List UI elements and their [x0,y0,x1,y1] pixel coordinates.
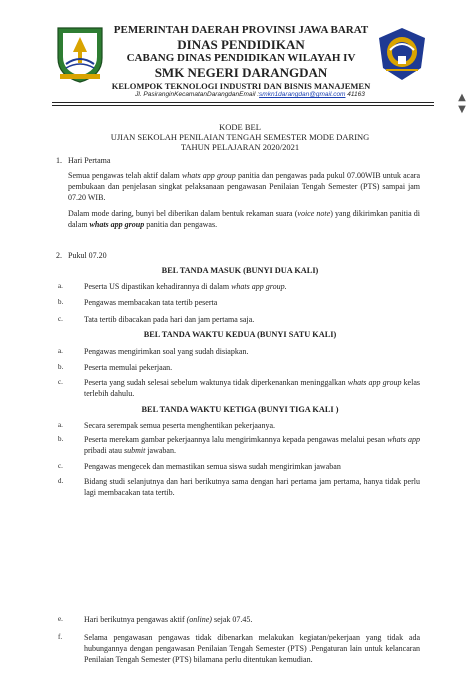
bel-1-heading: BEL TANDA MASUK (BUNYI DUA KALI) [161,266,319,275]
list-item [58,314,420,325]
list-item [58,420,420,431]
text: kelas terlebih dahulu. [84,378,420,398]
text: Peserta US dipastikan kehadirannya di dalam [84,282,232,291]
list-item [58,346,420,357]
text-italic: whats app group [347,378,402,387]
list-item [58,362,420,373]
text: panitia dan pengawas. [144,220,218,229]
text: Pengawas mengecek dan memastikan semua siswa sudah mengirimkan jawaban [84,462,341,471]
bel-3-heading: BEL TANDA WAKTU KETIGA (BUNYI TIGA KALI ) [141,405,339,414]
section-1-paragraph-2 [68,208,420,230]
list-item [58,632,420,665]
section-1-paragraph-1 [68,170,420,203]
postal-code: 41163 [345,91,365,98]
list-marker: a. [58,282,63,290]
text: Selama pengawasan pengawas tidak dibenarkan melakukan kegiatan/pekerjaan yang tidak ada hubungannya dengan pengawasan Penilaian Tengah Semester (PTS) .Pengaturan lain untuk kelancaran Penilaian Tengah Semester (PTS) bilamana perlu ditentukan kemudian. [84,633,420,664]
email-link[interactable]: smkn1darangdan@gmail.com [259,91,346,98]
chevron-down-icon[interactable]: ▼ [458,104,466,115]
letterhead-group: KELOMPOK TEKNOLOGI INDUSTRI DAN BISNIS MANAJEMEN [111,81,371,91]
text: Pengawas membacakan tata tertib peserta [84,298,218,307]
chevron-up-icon[interactable]: ▲ [458,92,466,103]
section-1-heading [56,156,110,165]
section-number: 2. [56,251,62,260]
text: jawaban. [145,446,176,455]
text-italic: whats app group [181,171,236,180]
list-marker: a. [58,347,63,355]
section-title: Hari Pertama [68,156,111,165]
list-marker: b. [58,363,64,371]
text: Peserta merekam gambar pekerjaannya lalu mengirimkannya kepada pengawas melalui pesan [84,435,388,444]
letterhead-agency: DINAS PENDIDIKAN [177,37,305,52]
doc-year: TAHUN PELAJARAN 2020/2021 [180,142,300,152]
text: Peserta yang sudah selesai sebelum waktunya tidak diperkenankan meninggalkan [84,378,348,387]
list-marker: c. [58,462,63,470]
letterhead-government: PEMERINTAH DAERAH PROVINSI JAWA BARAT [113,24,369,36]
section-number: 1. [56,156,62,165]
list-marker: b. [58,435,64,443]
text-italic: voice note [297,209,331,218]
list-item [58,461,420,472]
list-marker: f. [58,633,63,641]
list-marker: d. [58,477,64,485]
bel-2-heading: BEL TANDA WAKTU KEDUA (BUNYI SATU KALI) [143,330,337,339]
text: Peserta memulai pekerjaan. [84,363,173,372]
text: Tata tertib dibacakan pada hari dan jam pertama saja. [84,315,255,324]
section-2-heading [56,251,107,260]
list-item [58,434,420,456]
list-marker: b. [58,298,64,306]
text: Bidang studi selanjutnya dan hari berikutnya sama dengan hari pertama jam pertama, hanya tidak perlu lagi membacakan tata tertib. [84,477,420,497]
text: panitia dan pengawas pada pukul 07.00WIB untuk acara pembukaan dan penjelasan singkat pelaksanaan pengawasan Penilaian Tengah Semester (PTS) sampai jam 07.20 WIB. [68,171,420,202]
text: Hari berikutnya pengawas aktif [84,615,187,624]
tut-wuri-handayani-logo-icon [376,26,428,82]
letterhead-rule-thick [52,102,434,103]
list-item [58,281,420,292]
list-item [58,377,420,399]
page-break [0,553,474,583]
text-bold-italic: whats app group [89,220,145,229]
letterhead-school: SMK NEGERI DARANGDAN [154,65,328,80]
list-marker: e. [58,615,63,623]
doc-title: KODE BEL [219,122,261,132]
list-marker: c. [58,378,63,386]
section-title: Pukul 07.20 [68,251,107,260]
letterhead-branch: CABANG DINAS PENDIDIKAN WILAYAH IV [126,52,356,64]
letterhead-address [100,91,400,98]
list-marker: c. [58,315,63,323]
letterhead-rule-thin [52,105,434,106]
list-marker: a. [58,421,63,429]
text-italic: whats app [387,435,421,444]
doc-subtitle: UJIAN SEKOLAH PENILAIAN TENGAH SEMESTER MODE DARING [110,132,370,142]
text: sejak 07.45. [211,615,253,624]
address-text: Jl. PasiranginKecamatanDarangdanEmail : [135,91,260,98]
text: Pengawas mengirimkan soal yang sudah disiapkan. [84,347,249,356]
text: ) yang dikirimkan panitia di dalam [68,209,420,229]
text-italic: (online) [186,615,212,624]
text: Semua pengawas telah aktif dalam [68,171,182,180]
west-java-emblem-icon [54,24,106,84]
list-item [58,476,420,498]
text: pribadi atau [84,446,124,455]
text-italic: submit [123,446,146,455]
text: Secara serempak semua peserta menghentikan pekerjaanya. [84,421,276,430]
text-italic: whats app group. [231,282,287,291]
list-item [58,297,420,308]
text: Dalam mode daring, bunyi bel diberikan dalam bentuk rekaman suara ( [68,209,298,218]
list-item [58,614,420,625]
